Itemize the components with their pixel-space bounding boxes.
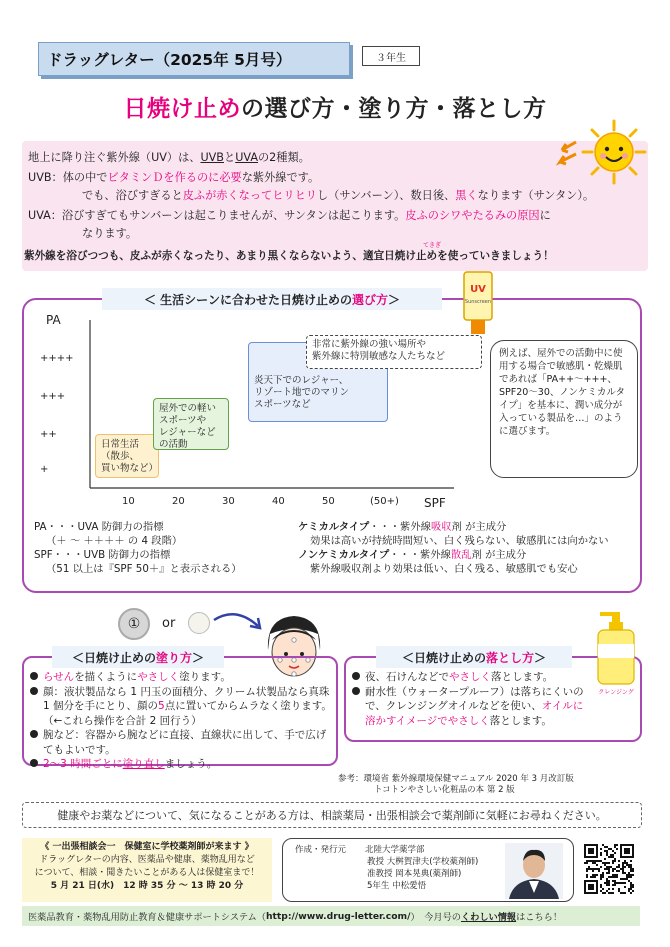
remove-list — [352, 670, 592, 728]
consult-notice: 健康やお薬などについて、気になることがある方は、相談薬局・出張相談会で薬剤師に気軽にお尋ねください。 — [22, 802, 642, 828]
ray-arrow-icon — [556, 140, 578, 166]
uv-line-1: 地上に降り注ぐ紫外線（UV）は、UVBとUVAの2種類。 — [28, 151, 310, 164]
ruby-text: てきぎ — [423, 242, 442, 249]
uv-summary: 紫外線を浴びつつも、皮ふが赤くなったり、あまり黒くならないよう、適宜日焼け止めを使っていきましょう！ — [24, 250, 554, 262]
apply-item: 2～3 時間ごとに塗り直しましょう。 — [30, 757, 332, 772]
y-tick-label: ++ — [40, 429, 57, 440]
x-axis-label: SPF — [424, 496, 446, 510]
x-tick-label: 30 — [222, 496, 235, 507]
tube-label: UV — [470, 284, 486, 295]
bullet-icon — [352, 687, 360, 695]
page-title — [0, 90, 670, 123]
zone-light-outdoor: 屋外での軽い スポーツや レジャーなど の活動 — [153, 398, 229, 450]
pa-definition: PA・・・UVA 防御力の指標 （＋ ～ ＋＋＋＋ の 4 段階） SPF・・・UVB 防御力の指標 （51 以上は『SPF 50＋』と表示される） — [34, 521, 242, 575]
x-tick-label: 50 — [322, 496, 335, 507]
uv-intro-box — [22, 141, 648, 271]
sun-icon — [580, 118, 648, 186]
selection-title: ＜ 生活シーンに合わせた日焼け止めの 選び方 ＞ — [102, 288, 442, 310]
bullet-icon — [352, 672, 360, 680]
example-speech-bubble: 例えば、屋外での活動中に使用する場合で敏感肌・乾燥肌であれば「PA++～+++、SPF20～30、ノンケミカルタイプ」を基本に、潤い成分が入っている製品を…」のように選びます。 — [490, 340, 638, 478]
y-tick-label: +++ — [40, 391, 66, 402]
issue-header — [38, 42, 350, 76]
details-link[interactable]: くわしい情報 — [460, 912, 517, 923]
or-label: or — [162, 616, 176, 631]
apply-item: 腕など：容器から腕などに直接、直線状に出して、手で広げてもよいです。 — [30, 728, 332, 757]
remove-title: ＜日焼け止めの 落とし方 ＞ — [376, 646, 572, 668]
apply-title: ＜日焼け止めの 塗り方 ＞ — [52, 646, 224, 668]
one-yen-coin-icon: ① — [118, 608, 150, 640]
remove-item: 夜、石けんなどでやさしく落とします。 — [352, 670, 592, 685]
uv-line-5: なります。 — [82, 227, 138, 240]
apply-item: 顔：液状製品なら 1 円玉の面積分、クリーム状製品なら真珠 1 個分を手にとり、顔の5点に置いてからムラなく塗ります。（←これら操作を合計 2 回行う） — [30, 685, 332, 729]
type-definitions: ケミカルタイプ・・・紫外線吸収剤 が主成分 効果は高いが持続時間短い、白く残らない、敏感肌には向かない ノンケミカルタイプ・・・紫外線散乱剤 が主成分 紫外線吸収剤より効果は低い、白く残る、敏感肌でも安心 — [298, 521, 609, 575]
x-tick-label: (50+) — [370, 496, 399, 507]
x-tick-label: 20 — [172, 496, 185, 507]
pearl-icon — [188, 612, 210, 634]
tube-sublabel: Sunscreen — [464, 299, 492, 305]
x-tick-label: 40 — [272, 496, 285, 507]
y-axis-label: PA — [46, 313, 61, 327]
cleansing-bottle-icon — [594, 610, 638, 686]
y-tick-label: ++++ — [40, 353, 74, 364]
consultation-event: 《 一出張相談会一 保健室に学校薬剤師が来ます 》 ドラッグレターの内容、医薬品や健康、薬物乱用など について、相談・聞きたいことがある人は保健室まで！ 5 月 21 日(水) 12 時 35 分 ～ 13 時 20 分 — [22, 838, 272, 902]
bullet-icon — [30, 730, 38, 738]
zone-extreme-uv: 非常に紫外線の強い場所や 紫外線に特別敏感な人たちなど — [306, 335, 482, 369]
zone-daily-life: 日常生活 （散歩、 買い物など） — [95, 434, 159, 478]
x-tick-label: 10 — [122, 496, 135, 507]
title-rest: の選び方・塗り方・落とし方 — [241, 96, 547, 122]
references: 参考：環境省 紫外線環境保健マニュアル 2020 年 3 月改訂版 トコトンやさしい化粧品の本 第 2 版 — [338, 774, 574, 795]
uv-line-2: UVB：体の中でビタミンＤを作るのに必要な紫外線です。 — [28, 171, 320, 184]
footer-bar: 医薬品教育・薬物乱用防止教育＆健康サポートシステム（ http://www.drug-letter.com/ ） 今月号の くわしい情報 はこちら！ — [22, 906, 640, 926]
issue-title: ドラッグレター（2025年 5月号） — [47, 51, 292, 69]
site-link[interactable]: http://www.drug-letter.com/ — [265, 910, 411, 922]
grade-badge: ３年生 — [362, 46, 420, 66]
zone-strong-leisure: 炎天下でのレジャー、 リゾート地でのマリン スポーツなど — [248, 342, 388, 422]
y-tick-label: + — [40, 464, 49, 475]
bullet-icon — [30, 759, 38, 767]
bullet-icon — [30, 672, 38, 680]
uv-line-4: UVA：浴びすぎてもサンバーンは起こりませんが、サンタンは起こります。皮ふのシワやたるみの原因に — [28, 209, 551, 222]
remove-item: 耐水性（ウォータープルーフ）は落ちにくいので、クレンジングオイルなどを使い、オイルに溶かすイメージでやさしく落とします。 — [352, 685, 592, 729]
bottle-label: クレンジング — [598, 689, 634, 696]
qr-code[interactable] — [584, 844, 634, 894]
title-highlight: 日焼け止め — [123, 96, 241, 122]
apply-list — [30, 670, 332, 772]
pharmacist-photo — [505, 843, 563, 899]
publisher-credit: 作成・発行元 北陸大学薬学部 教授 大桝賀津夫(学校薬剤師) 准教授 岡本晃典(薬剤師) 5年生 中松愛悟 — [282, 838, 574, 902]
bullet-icon — [30, 687, 38, 695]
uv-line-3: でも、浴びすぎると皮ふが赤くなってヒリヒリし（サンバーン）、数日後、黒くなります（サンタン）。 — [82, 189, 595, 202]
apply-item: らせんを描くようにやさしく塗ります。 — [30, 670, 332, 685]
